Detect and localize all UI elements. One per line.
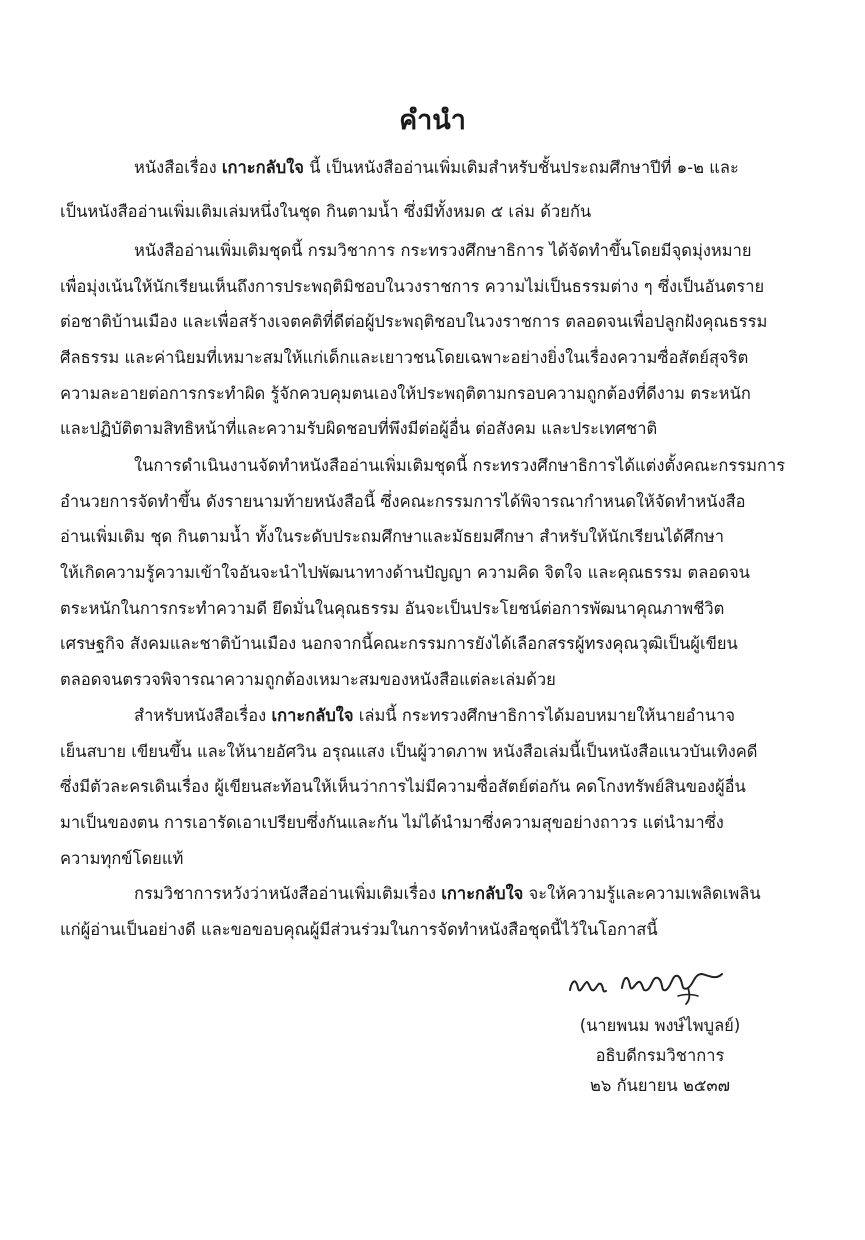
book-title-bold: เกาะกลับใจ (271, 706, 354, 725)
paragraph-1-line-1 (134, 153, 739, 183)
paragraph-2-line: ต่อชาติบ้านเมือง และเพื่อสร้างเจตคติที่ดีต่อผู้ประพฤติชอบในวงราชการ ตลอดจนเพื่อปลูกฝังคุณธรรม (60, 312, 768, 331)
text-span: จะให้ความรู้และความเพลิดเพลิน (523, 884, 761, 903)
page-title: คำนำ (399, 105, 466, 136)
paragraph-2-line: หนังสืออ่านเพิ่มเติมชุดนี้ กรมวิชาการ กระทรวงศึกษาธิการ ได้จัดทำขึ้นโดยมีจุดมุ่งหมาย (134, 241, 752, 260)
paragraph-4-line-1 (134, 701, 735, 731)
paragraph-3-line: ให้เกิดความรู้ความเข้าใจอันจะนำไปพัฒนาทางด้านปัญญา ความคิด จิตใจ และคุณธรรม ตลอดจน (60, 563, 750, 582)
text-span: สำหรับหนังสือเรื่อง (134, 706, 272, 725)
paragraph-4-line: เย็นสบาย เขียนขึ้น และให้นายอัศวิน อรุณแสง เป็นผู้วาดภาพ หนังสือเล่มนี้เป็นหนังสือแนวบันเทิงคดี (60, 742, 758, 761)
paragraph-4-line: ซึ่งมีตัวละครเดินเรื่อง ผู้เขียนสะท้อนให้เห็นว่าการไม่มีความซื่อสัตย์ต่อกัน คดโกงทรัพย์สินของผู้อื่น (60, 777, 746, 796)
paragraph-5-line-1 (134, 879, 761, 909)
paragraph-3-line: ในการดำเนินงานจัดทำหนังสืออ่านเพิ่มเติมชุดนี้ กระทรวงศึกษาธิการได้แต่งตั้งคณะกรรมการ (134, 456, 786, 475)
paragraph-3-line: เศรษฐกิจ สังคมและชาติบ้านเมือง นอกจากนี้คณะกรรมการยังได้เลือกสรรผู้ทรงคุณวุฒิเป็นผู้เขียน (60, 634, 738, 653)
paragraph-3-line: ตระหนักในการกระทำความดี ยึดมั่นในคุณธรรม อันจะเป็นประโยชน์ต่อการพัฒนาคุณภาพชีวิต (60, 599, 725, 618)
paragraph-4-line: ความทุกข์โดยแท้ (60, 849, 184, 868)
paragraph-3-line: อำนวยการจัดทำขึ้น ดังรายนามท้ายหนังสือนี้ ซึ่งคณะกรรมการได้พิจารณากำหนดให้จัดทำหนังสือ (60, 492, 746, 511)
paragraph-3-line: อ่านเพิ่มเติม ชุด กินตามน้ำ ทั้งในระดับประถมศึกษาและมัธยมศึกษา สำหรับให้นักเรียนได้ศึกษา (60, 527, 725, 546)
book-title-bold: เกาะกลับใจ (441, 884, 524, 903)
paragraph-4-line: มาเป็นของตน การเอารัดเอาเปรียบซึ่งกันและกัน ไม่ได้นำมาซึ่งความสุขอย่างถาวร แต่นำมาซึ่ง (60, 813, 724, 832)
text-span: กรมวิชาการหวังว่าหนังสืออ่านเพิ่มเติมเรื่อง (134, 884, 442, 903)
paragraph-2-line: เพื่อมุ่งเน้นให้นักเรียนเห็นถึงการประพฤติมิชอบในวงราชการ ความไม่เป็นธรรมต่าง ๆ ซึ่งเป็นอันตราย (60, 277, 765, 296)
handwritten-signature (560, 958, 760, 1008)
paragraph-2-line: ศีลธรรม และค่านิยมที่เหมาะสมให้แก่เด็กและเยาวชนโดยเฉพาะอย่างยิ่งในเรื่องความซื่อสัตย์สุจริต (60, 348, 749, 367)
text-span: เล่มนี้ กระทรวงศึกษาธิการได้มอบหมายให้นายอำนาจ (353, 706, 735, 725)
text-span: นี้ เป็นหนังสืออ่านเพิ่มเติมสำหรับชั้นประถมศึกษาปีที่ ๑-๒ และ (303, 158, 739, 177)
paragraph-2-line: และปฏิบัติตามสิทธิหน้าที่และความรับผิดชอบที่พึงมีต่อผู้อื่น ต่อสังคม และประเทศชาติ (60, 419, 658, 438)
text-span: หนังสือเรื่อง (134, 158, 222, 177)
signature-date: ๒๖ กันยายน ๒๕๓๗ (589, 1076, 731, 1095)
paragraph-1-line-2: เป็นหนังสืออ่านเพิ่มเติมเล่มหนึ่งในชุด กินตามน้ำ ซึ่งมีทั้งหมด ๕ เล่ม ด้วยกัน (60, 202, 592, 221)
signatory-position: อธิบดีกรมวิชาการ (595, 1046, 725, 1065)
signatory-name: (นายพนม พงษ์ไพบูลย์) (579, 1016, 741, 1035)
book-title-bold: เกาะกลับใจ (221, 158, 304, 177)
paragraph-3-line: ตลอดจนตรวจพิจารณาความถูกต้องเหมาะสมของหนังสือแต่ละเล่มด้วย (60, 670, 556, 689)
paragraph-2-line: ความละอายต่อการกระทำผิด รู้จักควบคุมตนเองให้ประพฤติตามกรอบความถูกต้องที่ดีงาม ตระหนัก (60, 384, 751, 403)
paragraph-5-line-2: แก่ผู้อ่านเป็นอย่างดี และขอขอบคุณผู้มีส่วนร่วมในการจัดทำหนังสือชุดนี้ไว้ในโอกาสนี้ (60, 920, 658, 939)
